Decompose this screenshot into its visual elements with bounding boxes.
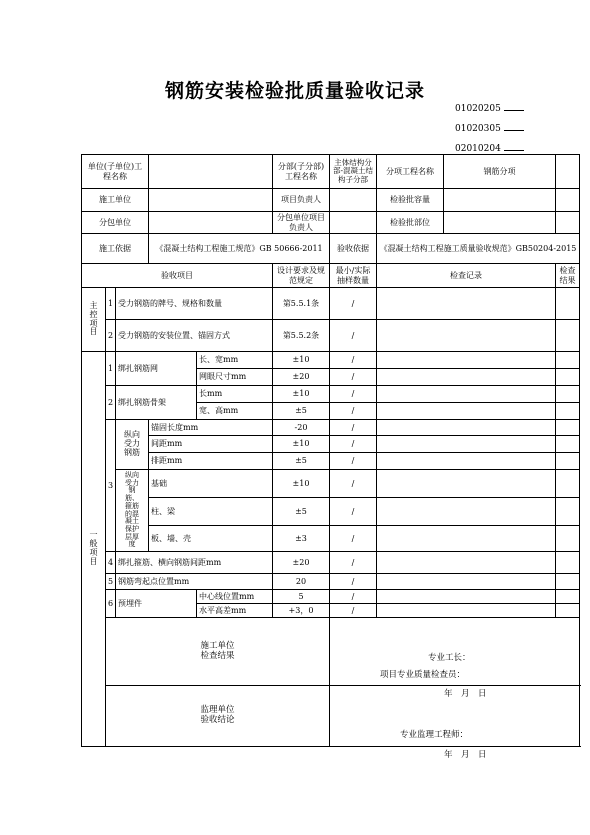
- contractor-check-label: 施工单位检查结果: [106, 618, 330, 686]
- row-result[interactable]: [556, 604, 580, 618]
- row-sample[interactable]: /: [330, 436, 377, 453]
- table-row: [82, 288, 580, 320]
- foreman-label: 专业工长：: [428, 653, 471, 663]
- row-req: ±5: [273, 403, 330, 420]
- row-item: 水平高差mm: [197, 604, 273, 618]
- header-row-basis: [82, 234, 580, 264]
- row-record[interactable]: [377, 470, 556, 498]
- table-row: [82, 320, 580, 352]
- row-result[interactable]: [556, 369, 580, 386]
- row-record[interactable]: [377, 369, 556, 386]
- row-sample[interactable]: /: [330, 288, 377, 320]
- row-record[interactable]: [377, 604, 556, 618]
- row-req: -20: [273, 420, 330, 436]
- batch-capacity-label: 检验批容量: [377, 189, 444, 211]
- inspector-label: 项目专业质量检查员：: [380, 670, 466, 680]
- row-no: 3: [106, 420, 116, 552]
- row-record[interactable]: [377, 352, 556, 369]
- row-req: ±10: [273, 470, 330, 498]
- table-row: [82, 453, 580, 470]
- row-sample[interactable]: /: [330, 420, 377, 436]
- row-req: ±10: [273, 436, 330, 453]
- row-result[interactable]: [556, 552, 580, 574]
- contractor-label: 施工单位: [82, 189, 149, 212]
- col-item: 验收项目: [82, 264, 273, 288]
- table-row: [82, 526, 580, 552]
- contractor-check-row: [82, 618, 580, 686]
- row-req: ±10: [273, 386, 330, 403]
- row-sample[interactable]: /: [330, 470, 377, 498]
- row-record[interactable]: [377, 288, 556, 320]
- page-title: 钢筋安装检验批质量验收记录: [164, 80, 425, 102]
- row-item: 柱、梁: [149, 498, 273, 526]
- table-row: [82, 470, 580, 498]
- header-row-project: [82, 155, 580, 189]
- row-item: 受力钢筋的牌号、规格和数量: [116, 288, 273, 320]
- row-item: 长mm: [197, 386, 273, 403]
- table-row: [82, 574, 580, 590]
- row-result[interactable]: [556, 470, 580, 498]
- row-record[interactable]: [377, 526, 556, 552]
- row-req: 第5.5.2条: [273, 320, 330, 352]
- subpart-value[interactable]: 主体结构分部-混凝土结构子分部: [330, 155, 377, 189]
- row-record[interactable]: [377, 420, 556, 436]
- row-result[interactable]: [556, 420, 580, 436]
- row-req: ±20: [273, 552, 330, 574]
- batch-part-label: 检验批部位: [377, 212, 444, 233]
- row-req: 5: [273, 590, 330, 604]
- row-no: 6: [106, 590, 116, 618]
- table-row: [82, 590, 580, 604]
- form-code: 02010204: [455, 140, 535, 160]
- sub-pm-label: 分包单位项目负责人: [273, 212, 330, 234]
- row-result[interactable]: [556, 352, 580, 369]
- pm-value[interactable]: [330, 189, 377, 212]
- row-record[interactable]: [377, 403, 556, 420]
- item-value[interactable]: 钢筋分项: [483, 166, 516, 176]
- row-sample[interactable]: /: [330, 352, 377, 369]
- basis-label: 施工依据: [82, 234, 149, 264]
- row-result[interactable]: [556, 288, 580, 320]
- form-codes: [455, 100, 535, 160]
- row-req: ±20: [273, 369, 330, 386]
- row-group: 预埋件: [116, 590, 197, 618]
- row-item: 网眼尺寸mm: [197, 369, 273, 386]
- table-row: [82, 498, 580, 526]
- row-record[interactable]: [377, 453, 556, 470]
- contractor-date: 年 月 日: [444, 689, 487, 699]
- row-no: 4: [106, 552, 116, 574]
- table-row: [82, 352, 580, 369]
- item-label: 分项工程名称: [377, 155, 444, 188]
- row-item: 长、宽mm: [197, 352, 273, 369]
- row-group: 绑扎钢筋网: [116, 352, 197, 386]
- batch-capacity-value[interactable]: [444, 189, 556, 211]
- row-item: 锚固长度mm: [149, 420, 273, 436]
- row-group: 纵向受力钢筋: [116, 420, 149, 470]
- col-sample: 最小/实际抽样数量: [330, 264, 377, 288]
- row-item: 绑扎箍筋、横向钢筋间距mm: [116, 552, 273, 574]
- row-sample[interactable]: /: [330, 403, 377, 420]
- accept-basis-label: 验收依据: [330, 234, 377, 264]
- col-result: 检查结果: [556, 264, 580, 288]
- row-sample[interactable]: /: [330, 386, 377, 403]
- row-result[interactable]: [556, 403, 580, 420]
- row-req: ±5: [273, 498, 330, 526]
- row-req: 20: [273, 574, 330, 590]
- subcontractor-value[interactable]: [149, 212, 273, 234]
- column-header-row: [82, 264, 580, 288]
- row-item: 间距mm: [149, 436, 273, 453]
- row-result[interactable]: [556, 320, 580, 352]
- table-row: [82, 420, 580, 436]
- contractor-value[interactable]: [149, 189, 273, 212]
- row-item: 板、墙、壳: [149, 526, 273, 552]
- row-sample[interactable]: /: [330, 590, 377, 604]
- batch-part-value[interactable]: [444, 212, 556, 233]
- row-record[interactable]: [377, 552, 556, 574]
- row-result[interactable]: [556, 386, 580, 403]
- table-row: [82, 552, 580, 574]
- general-items-label: 一般项目: [82, 352, 106, 747]
- unit-name-label: 单位(子单位)工程名称: [82, 155, 149, 189]
- header-row-contractor: [82, 189, 580, 212]
- inspection-table: [81, 154, 580, 747]
- row-sample[interactable]: /: [330, 498, 377, 526]
- main-items-label: 主控项目: [82, 288, 106, 352]
- row-req: 第5.5.1条: [273, 288, 330, 320]
- header-row-subcontractor: [82, 212, 580, 234]
- row-record[interactable]: [377, 498, 556, 526]
- subpart-label: 分部(子分部)工程名称: [273, 155, 330, 189]
- supervisor-date: 年 月 日: [444, 750, 487, 760]
- row-req: ±5: [273, 453, 330, 470]
- row-req: ±3: [273, 526, 330, 552]
- row-item: 宽、高mm: [197, 403, 273, 420]
- pm-label: 项目负责人: [273, 189, 330, 212]
- supervisor-check-label: 监理单位验收结论: [106, 686, 330, 747]
- supervisor-engineer-label: 专业监理工程师：: [400, 730, 469, 740]
- row-record[interactable]: [377, 436, 556, 453]
- col-design: 设计要求及规范规定: [273, 264, 330, 288]
- row-item: 受力钢筋的安装位置、锚固方式: [116, 320, 273, 352]
- row-no: 1: [106, 288, 116, 320]
- row-record[interactable]: [377, 590, 556, 604]
- row-group: 绑扎钢筋骨架: [116, 386, 197, 420]
- sub-pm-value[interactable]: [330, 212, 377, 234]
- row-record[interactable]: [377, 574, 556, 590]
- table-row: [82, 436, 580, 453]
- supervisor-check-row: [82, 686, 580, 747]
- row-sample[interactable]: /: [330, 552, 377, 574]
- row-no: 1: [106, 352, 116, 386]
- row-no: 2: [106, 386, 116, 420]
- row-record[interactable]: [377, 386, 556, 403]
- col-record: 检查记录: [377, 264, 556, 288]
- row-item: 排距mm: [149, 453, 273, 470]
- row-sample[interactable]: /: [330, 369, 377, 386]
- subcontractor-label: 分包单位: [82, 212, 149, 234]
- table-row: [82, 386, 580, 403]
- row-sample[interactable]: /: [330, 453, 377, 470]
- row-req: +3，0: [273, 604, 330, 618]
- form-code: 01020305: [455, 120, 535, 140]
- row-sample[interactable]: /: [330, 604, 377, 618]
- basis-value: 《混凝土结构工程施工规范》GB 50666-2011: [149, 234, 330, 264]
- row-record[interactable]: [377, 320, 556, 352]
- row-sample[interactable]: /: [330, 526, 377, 552]
- row-result[interactable]: [556, 526, 580, 552]
- row-no: 5: [106, 574, 116, 590]
- row-result[interactable]: [556, 453, 580, 470]
- form-code: 01020205: [455, 100, 535, 120]
- row-result[interactable]: [556, 498, 580, 526]
- unit-name-value[interactable]: [149, 155, 273, 189]
- row-sample[interactable]: /: [330, 574, 377, 590]
- row-item: 钢筋弯起点位置mm: [116, 574, 273, 590]
- accept-basis-value: 《混凝土结构工程施工质量验收规范》GB50204-2015: [377, 234, 580, 264]
- row-no: 2: [106, 320, 116, 352]
- row-item: 基础: [149, 470, 273, 498]
- row-item: 中心线位置mm: [197, 590, 273, 604]
- row-result[interactable]: [556, 574, 580, 590]
- row-result[interactable]: [556, 590, 580, 604]
- row-group: 纵向受力钢筋、箍筋的混凝土保护层厚度: [116, 470, 149, 552]
- row-req: ±10: [273, 352, 330, 369]
- row-result[interactable]: [556, 436, 580, 453]
- row-sample[interactable]: /: [330, 320, 377, 352]
